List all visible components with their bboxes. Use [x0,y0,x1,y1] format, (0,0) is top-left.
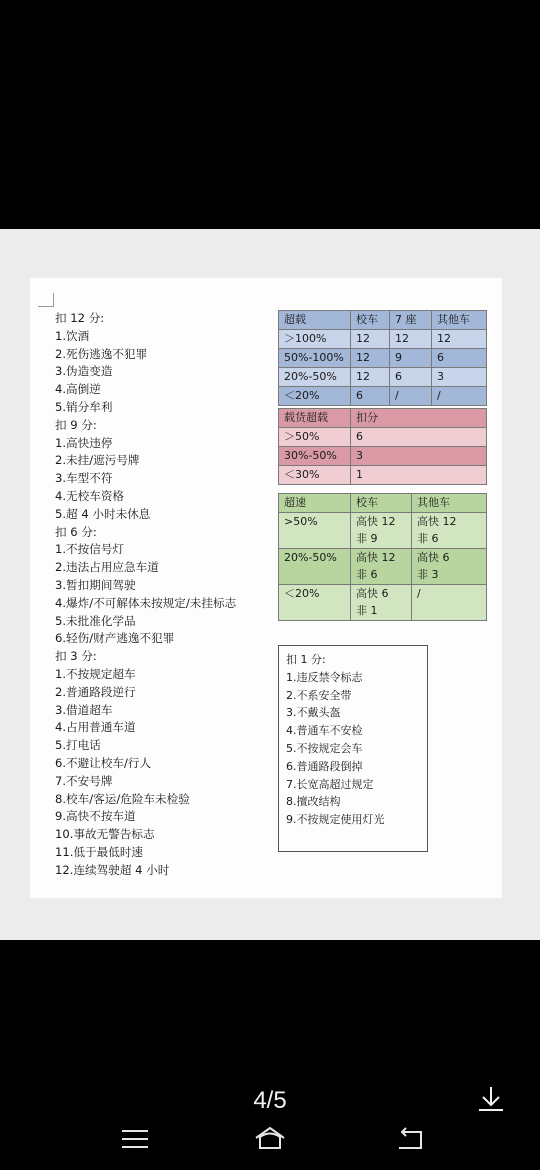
table-row [279,349,487,368]
list-item: 1.高快违停 [55,435,113,450]
list-item: 4.爆炸/不可解体未按规定/未挂标志 [55,595,237,610]
list-item: 7.不安号牌 [55,773,113,788]
cell-line: 非 3 [417,568,439,581]
table-cell [412,585,487,621]
header-cell: 超载 [279,311,351,330]
list-item: 1.不按规定超车 [55,666,136,681]
cell-line: / [417,587,421,600]
table-cell [412,549,487,585]
cell-line: 非 1 [356,604,378,617]
table-cell: 6 [390,368,432,387]
back-icon[interactable] [393,1124,427,1154]
header-cell: 载货超载 [279,409,351,428]
table-cell: 12 [351,330,390,349]
list-item: 1.不按信号灯 [55,542,125,557]
table-header-row [279,494,487,513]
list-item: 6.普通路段倒掉 [286,759,363,773]
list-item: 5.销分牟利 [55,399,113,414]
speeding-table [278,493,487,621]
list-item: 3.暂扣期间驾驶 [55,577,136,592]
list-item: 1.饮酒 [55,328,90,343]
header-cell: 其他车 [432,311,487,330]
overload-passenger-table [278,310,487,406]
list-item: 2.未挂/遮污号牌 [55,453,140,468]
header-cell: 超速 [279,494,351,513]
table-cell: 20%-50% [279,368,351,387]
paper-sheet [30,278,502,898]
list-item: 2.普通路段逆行 [55,684,136,699]
list-item: 5.未批准化学品 [55,613,136,628]
list-item: 扣 9 分: [55,417,97,432]
cell-line: 高快 12 [356,515,396,528]
table-row [279,428,487,447]
table-cell: 30%-50% [279,447,351,466]
table-row [279,466,487,485]
table-cell: 6 [432,349,487,368]
list-item: 9.不按规定使用灯光 [286,813,385,827]
list-item: 扣 6 分: [55,524,97,539]
table-row [279,513,487,549]
list-item: 5.打电话 [55,738,101,753]
table-cell: ＞100% [279,330,351,349]
table-row [279,447,487,466]
list-item: 4.占用普通车道 [55,720,136,735]
list-item: 3.伪造变造 [55,364,113,379]
cell-line: 高快 6 [417,551,450,564]
list-item: 6.轻伤/财产逃逸不犯罪 [55,631,175,646]
cell-line: 高快 12 [356,551,396,564]
list-item: 扣 3 分: [55,649,97,664]
one-point-penalty-box [278,645,428,852]
table-cell: 12 [390,330,432,349]
list-item: 7.长宽高超过规定 [286,777,374,791]
table-row [279,387,487,406]
page-corner-mark [38,293,54,307]
list-item: 3.不戴头盔 [286,706,341,720]
table-cell: 12 [351,368,390,387]
header-cell: 扣分 [351,409,487,428]
cell-line: 高快 6 [356,587,389,600]
menu-icon[interactable] [118,1124,152,1154]
list-item: 5.不按规定会车 [286,741,363,755]
table-cell: 6 [351,387,390,406]
table-cell: 1 [351,466,487,485]
table-cell: 3 [432,368,487,387]
table-cell: / [390,387,432,406]
table-cell: ＜20% [279,387,351,406]
header-cell: 校车 [351,311,390,330]
table-cell [412,513,487,549]
list-item: 2.违法占用应急车道 [55,560,159,575]
document-photo[interactable] [0,229,540,940]
header-cell: 其他车 [412,494,487,513]
table-cell: / [432,387,487,406]
header-cell: 7 座 [390,311,432,330]
table-cell [351,549,412,585]
list-item: 8.校车/客运/危险车未检验 [55,791,190,806]
list-item: 1.违反禁令标志 [286,670,363,684]
box-title: 扣 1 分: [286,653,326,666]
table-header-row [279,409,487,428]
table-cell: 12 [351,349,390,368]
table-header-row [279,311,487,330]
list-item: 2.不系安全带 [286,688,352,702]
cell-line: 非 6 [356,568,378,581]
cell-line: 非 9 [356,532,378,545]
table-cell: 6 [351,428,487,447]
table-row [279,330,487,349]
list-item: 5.超 4 小时未休息 [55,506,151,521]
list-item: 3.车型不符 [55,471,113,486]
list-item: 9.高快不按车道 [55,809,136,824]
list-item: 10.事故无警告标志 [55,827,155,842]
table-cell: 12 [432,330,487,349]
list-item: 11.低于最低时速 [55,844,144,859]
list-item: 扣 12 分: [55,311,105,325]
header-cell: 校车 [351,494,412,513]
list-item: 4.无校车资格 [55,488,125,503]
list-item: 12.连续驾驶超 4 小时 [55,862,170,877]
penalty-list-left [55,310,290,880]
home-icon[interactable] [253,1124,287,1154]
table-cell: 20%-50% [279,549,351,585]
page-counter: 4/5 [253,1087,287,1114]
list-item: 3.借道超车 [55,702,113,717]
cell-line: 非 6 [417,532,439,545]
table-cell: 50%-100% [279,349,351,368]
list-item: 4.高倒逆 [55,382,101,397]
table-cell: ＜30% [279,466,351,485]
table-cell: ＞50% [279,428,351,447]
table-row [279,368,487,387]
table-cell: 3 [351,447,487,466]
list-item: 6.不避让校车/行人 [55,755,152,770]
table-cell: >50% [279,513,351,549]
list-item: 2.死伤逃逸不犯罪 [55,346,148,361]
list-item: 8.擅改结构 [286,795,341,809]
table-cell: 9 [390,349,432,368]
table-cell: ＜20% [279,585,351,621]
list-item: 4.普通车不安检 [286,724,363,738]
download-icon[interactable] [476,1084,506,1114]
table-row [279,585,487,621]
table-cell [351,585,412,621]
cell-line: 高快 12 [417,515,457,528]
overload-cargo-table [278,408,487,485]
table-row [279,549,487,585]
table-cell [351,513,412,549]
